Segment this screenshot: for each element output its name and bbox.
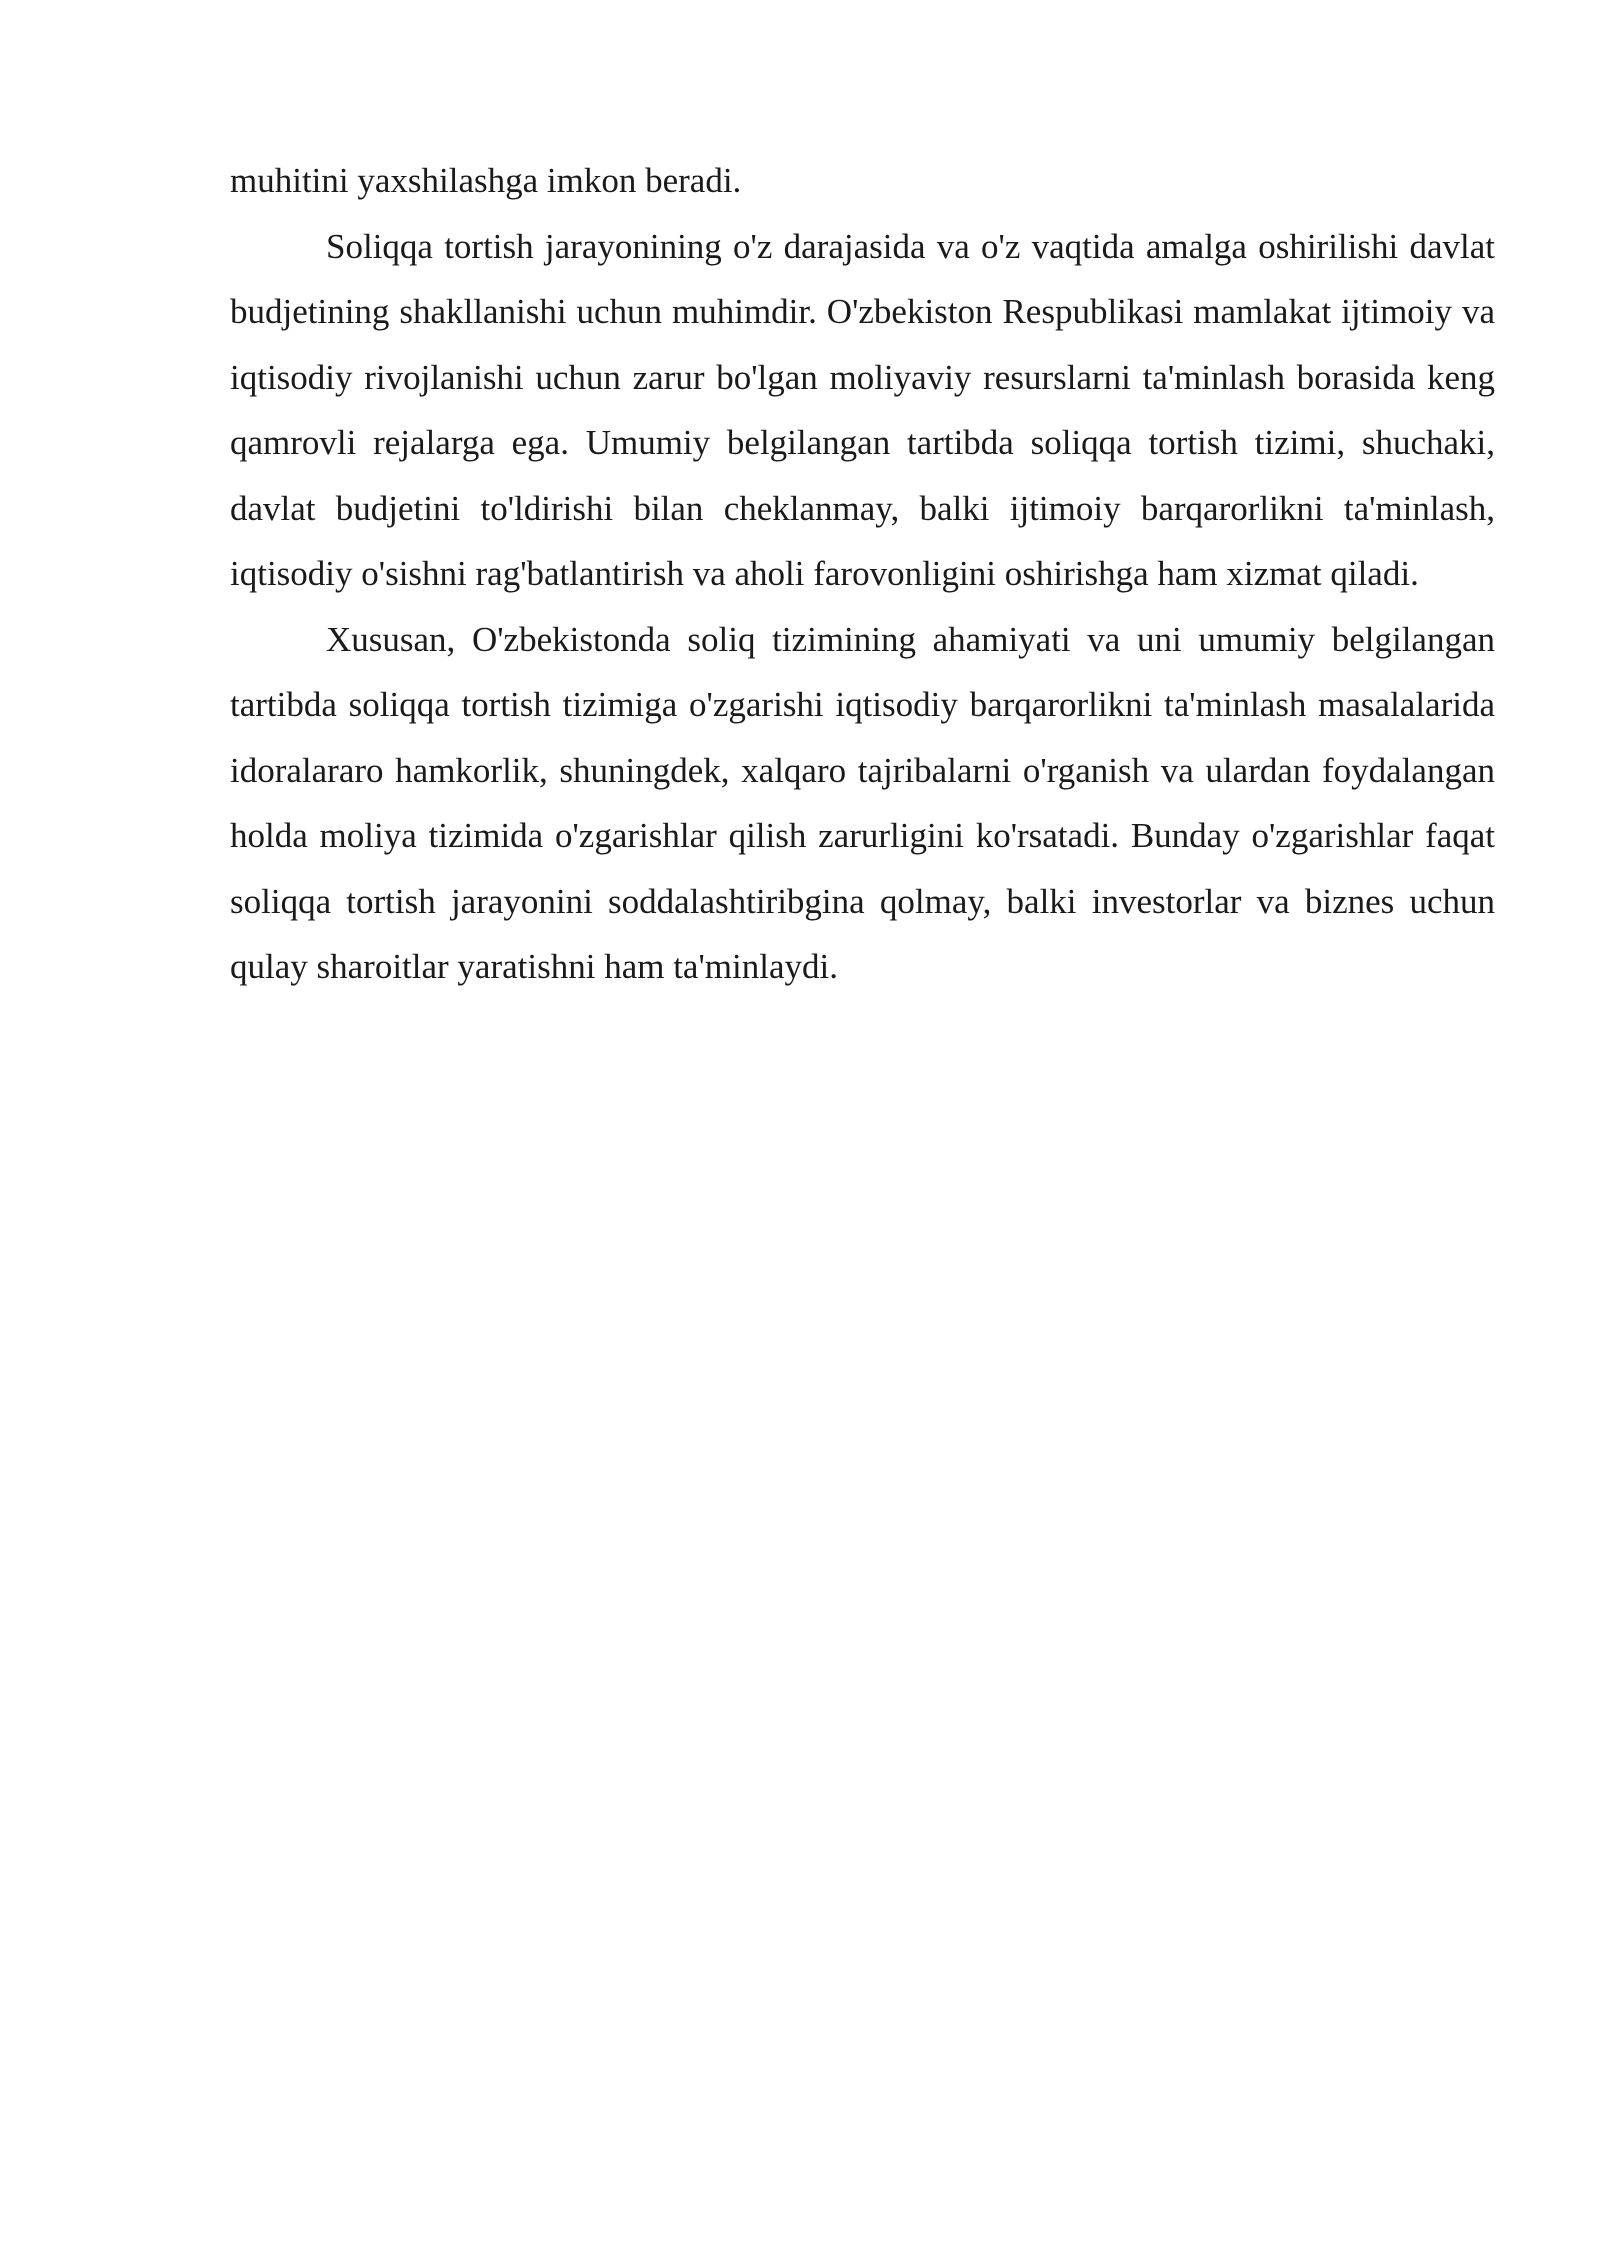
paragraph-xususan: Xususan, O'zbekistonda soliq tizimining ahamiyati va uni umumiy belgilangan tartibda soliqqa tortish tizimiga o'zgarishi iqtisodiy barqarorlikni ta'minlash masalalarida idoralararo hamkorlik, shuningdek, xalqaro tajribalarni o'rganish va ulardan foydalangan holda moliya tizimida o'zgarishlar qilish zarurligini ko'rsatadi. Bunday o'zgarishlar faqat soliqqa tortish jarayonini soddalashtiribgina qolmay, balki investorlar va biznes uchun qulay sharoitlar yaratishni ham ta'minlaydi. <box>230 619 1495 986</box>
paragraph-soliqqa-tortish: Soliqqa tortish jarayonining o'z darajasida va o'z vaqtida amalga oshirilishi davlat budjetining shakllanishi uchun muhimdir. O'zbekiston Respublikasi mamlakat ijtimoiy va iqtisodiy rivojlanishi uchun zarur bo'lgan moliyaviy resurslarni ta'minlash borasida keng qamrovli rejalarga ega. Umumiy belgilangan tartibda soliqqa tortish tizimi, shuchaki, davlat budjetini to'ldirishi bilan cheklanmay, balki ijtimoiy barqarorlikni ta'minlash, iqtisodiy o'sishni rag'batlantirish va aholi farovonligini oshirishga ham xizmat qiladi. <box>230 226 1495 593</box>
paragraph-continuation: muhitini yaxshilashga imkon beradi. <box>230 161 742 200</box>
body-text <box>230 148 1495 1000</box>
